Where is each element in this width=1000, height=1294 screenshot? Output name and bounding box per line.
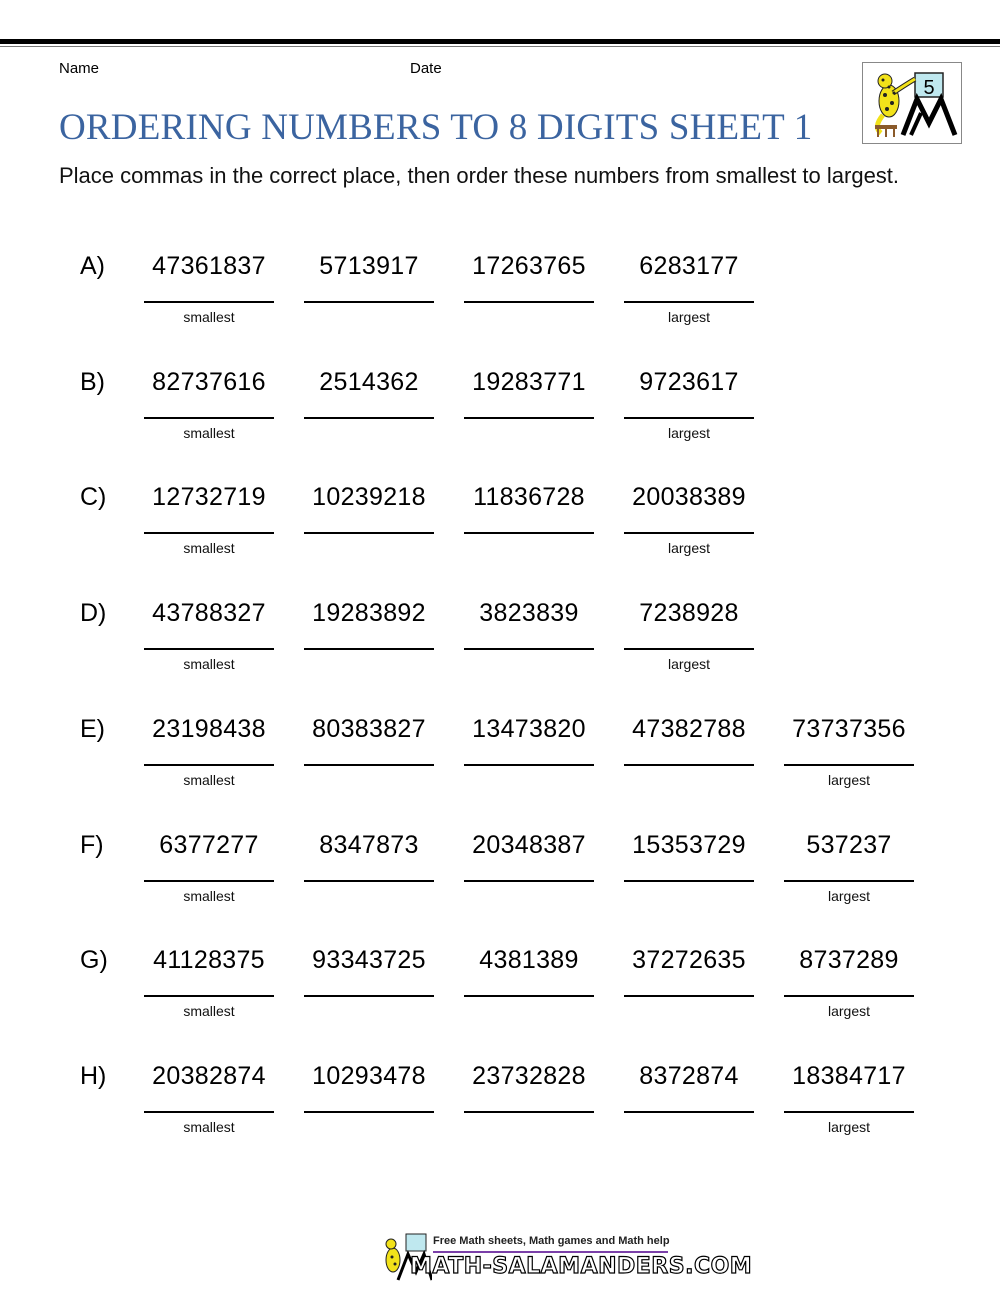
smallest-label: smallest	[183, 888, 235, 904]
smallest-label: smallest	[183, 1119, 235, 1135]
answer-blank[interactable]	[624, 1111, 754, 1113]
number-item	[144, 831, 274, 904]
date-label: Date	[410, 60, 442, 77]
number-value: 93343725	[312, 946, 426, 974]
top-rule-thin	[0, 46, 1000, 47]
number-value: 10293478	[312, 1062, 426, 1090]
question-row	[0, 715, 1000, 815]
number-value: 23198438	[152, 715, 266, 743]
question-row	[0, 831, 1000, 931]
footer-tagline: Free Math sheets, Math games and Math help	[433, 1235, 670, 1247]
number-value: 6283177	[639, 252, 739, 280]
question-row	[0, 946, 1000, 1046]
question-row	[0, 252, 1000, 352]
number-item	[784, 946, 914, 1019]
number-item	[624, 946, 754, 975]
number-value: 43788327	[152, 599, 266, 627]
answer-blank[interactable]	[464, 995, 594, 997]
answer-blank[interactable]	[624, 995, 754, 997]
answer-blank[interactable]	[624, 880, 754, 882]
answer-blank[interactable]	[304, 532, 434, 534]
smallest-label: smallest	[183, 540, 235, 556]
number-item	[144, 252, 274, 325]
number-value: 20348387	[472, 831, 586, 859]
number-value: 17263765	[472, 252, 586, 280]
answer-blank[interactable]	[464, 648, 594, 650]
number-item	[464, 599, 594, 628]
number-value: 8737289	[799, 946, 899, 974]
number-item	[464, 483, 594, 512]
question-label: H)	[80, 1062, 107, 1090]
number-value: 18384717	[792, 1062, 906, 1090]
smallest-label: smallest	[183, 772, 235, 788]
number-item	[784, 831, 914, 904]
name-label: Name	[59, 60, 100, 77]
answer-blank[interactable]	[464, 417, 594, 419]
number-item	[624, 715, 754, 744]
answer-blank[interactable]	[304, 648, 434, 650]
number-item	[304, 1062, 434, 1091]
answer-blank[interactable]	[304, 995, 434, 997]
question-label: C)	[80, 483, 107, 511]
number-item	[784, 1062, 914, 1135]
number-value: 19283892	[312, 599, 426, 627]
top-rule	[0, 39, 1000, 44]
answer-blank[interactable]	[304, 1111, 434, 1113]
answer-blank[interactable]	[624, 648, 754, 650]
number-value: 7238928	[639, 599, 739, 627]
question-row	[0, 483, 1000, 583]
answer-blank[interactable]	[144, 880, 274, 882]
number-item	[304, 368, 434, 397]
number-value: 82737616	[152, 368, 266, 396]
number-item	[624, 831, 754, 860]
footer-site-name: MATH-SALAMANDERS.COM	[410, 1254, 753, 1279]
largest-label: largest	[667, 656, 711, 672]
footer-divider	[433, 1251, 668, 1253]
number-item	[464, 946, 594, 975]
largest-label: largest	[827, 1003, 871, 1019]
answer-blank[interactable]	[464, 301, 594, 303]
number-item	[624, 252, 754, 325]
answer-blank[interactable]	[784, 995, 914, 997]
answer-blank[interactable]	[464, 880, 594, 882]
answer-blank[interactable]	[624, 764, 754, 766]
answer-blank[interactable]	[304, 880, 434, 882]
number-value: 47382788	[632, 715, 746, 743]
number-value: 5713917	[319, 252, 419, 280]
question-row	[0, 368, 1000, 468]
page-title: ORDERING NUMBERS TO 8 DIGITS SHEET 1	[59, 107, 813, 148]
number-item	[624, 368, 754, 441]
number-value: 47361837	[152, 252, 266, 280]
largest-label: largest	[827, 888, 871, 904]
answer-blank[interactable]	[464, 532, 594, 534]
number-item	[624, 483, 754, 556]
number-value: 20382874	[152, 1062, 266, 1090]
number-value: 9723617	[639, 368, 739, 396]
answer-blank[interactable]	[784, 764, 914, 766]
number-value: 4381389	[479, 946, 579, 974]
number-value: 2514362	[319, 368, 419, 396]
number-item	[464, 831, 594, 860]
number-item	[464, 252, 594, 281]
answer-blank[interactable]	[144, 301, 274, 303]
number-value: 80383827	[312, 715, 426, 743]
answer-blank[interactable]	[144, 1111, 274, 1113]
question-row	[0, 599, 1000, 699]
largest-label: largest	[827, 772, 871, 788]
footer-branding	[380, 1232, 753, 1282]
number-item	[304, 946, 434, 975]
number-value: 19283771	[472, 368, 586, 396]
number-value: 37272635	[632, 946, 746, 974]
number-value: 73737356	[792, 715, 906, 743]
answer-blank[interactable]	[784, 880, 914, 882]
number-item	[304, 252, 434, 281]
number-value: 13473820	[472, 715, 586, 743]
instructions: Place commas in the correct place, then order these numbers from smallest to largest.	[59, 163, 900, 188]
question-label: G)	[80, 946, 108, 974]
number-value: 23732828	[472, 1062, 586, 1090]
question-label: E)	[80, 715, 105, 743]
answer-blank[interactable]	[144, 648, 274, 650]
question-label: B)	[80, 368, 105, 396]
answer-blank[interactable]	[624, 532, 754, 534]
number-item	[464, 715, 594, 744]
number-value: 41128375	[153, 946, 265, 974]
salamander-easel-logo-icon	[862, 62, 962, 144]
answer-blank[interactable]	[144, 995, 274, 997]
smallest-label: smallest	[183, 425, 235, 441]
number-value: 8372874	[639, 1062, 739, 1090]
svg-text:5: 5	[923, 77, 935, 99]
question-label: F)	[80, 831, 104, 859]
number-item	[144, 483, 274, 556]
answer-blank[interactable]	[464, 1111, 594, 1113]
number-item	[624, 599, 754, 672]
number-item	[464, 368, 594, 397]
number-item	[144, 715, 274, 788]
number-item	[304, 715, 434, 744]
largest-label: largest	[827, 1119, 871, 1135]
answer-blank[interactable]	[304, 417, 434, 419]
question-row	[0, 1062, 1000, 1162]
largest-label: largest	[667, 540, 711, 556]
answer-blank[interactable]	[304, 764, 434, 766]
number-value: 3823839	[479, 599, 579, 627]
largest-label: largest	[667, 309, 711, 325]
number-item	[144, 368, 274, 441]
largest-label: largest	[667, 425, 711, 441]
smallest-label: smallest	[183, 309, 235, 325]
answer-blank[interactable]	[624, 301, 754, 303]
number-value: 537237	[806, 831, 892, 859]
answer-blank[interactable]	[464, 764, 594, 766]
number-item	[304, 483, 434, 512]
number-value: 8347873	[319, 831, 419, 859]
number-item	[784, 715, 914, 788]
number-item	[144, 946, 274, 1019]
answer-blank[interactable]	[784, 1111, 914, 1113]
number-value: 10239218	[312, 483, 426, 511]
question-label: A)	[80, 252, 105, 280]
answer-blank[interactable]	[144, 764, 274, 766]
number-item	[624, 1062, 754, 1091]
number-value: 20038389	[632, 483, 746, 511]
number-item	[464, 1062, 594, 1091]
smallest-label: smallest	[183, 656, 235, 672]
smallest-label: smallest	[183, 1003, 235, 1019]
number-value: 6377277	[159, 831, 259, 859]
answer-blank[interactable]	[144, 417, 274, 419]
number-item	[144, 599, 274, 672]
number-item	[304, 599, 434, 628]
answer-blank[interactable]	[304, 301, 434, 303]
number-value: 11836728	[473, 483, 585, 511]
answer-blank[interactable]	[144, 532, 274, 534]
question-label: D)	[80, 599, 107, 627]
number-item	[304, 831, 434, 860]
number-value: 15353729	[632, 831, 746, 859]
number-value: 12732719	[152, 483, 266, 511]
answer-blank[interactable]	[624, 417, 754, 419]
number-item	[144, 1062, 274, 1135]
